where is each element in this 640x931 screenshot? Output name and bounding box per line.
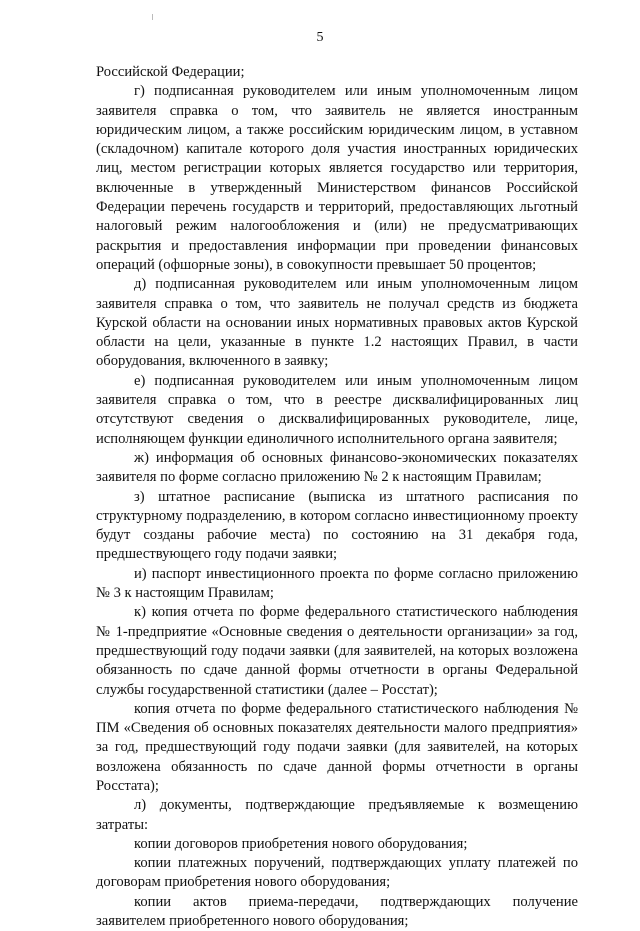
- document-body: [96, 63, 578, 931]
- paragraph-item-l-payments: копии платежных поручений, подтверждающих уплату платежей по договорам приобретения нового оборудования;: [96, 855, 578, 891]
- paragraph-item-d: д) подписанная руководителем или иным уполномоченным лицом заявителя справка о том, что заявитель не получал средств из бюджета Курской области на основании иных нормативных правовых актов Курской области на цели, указанные в пункте 1.2 настоящих Правил, в части оборудования, включенного в заявку;: [96, 276, 578, 370]
- paragraph-item-i: и) паспорт инвестиционного проекта по форме согласно приложению № 3 к настоящим Правилам;: [96, 565, 578, 602]
- paragraph-item-l: л) документы, подтверждающие предъявляемые к возмещению затраты:: [96, 797, 578, 833]
- paragraph-item-k: к) копия отчета по форме федерального статистического наблюдения № 1-предприятие «Основные сведения о деятельности организации» за год, предшествующий году подачи заявки (для заявителей, на которых возложена обязанность по сдаче данной формы отчетности в органы Федеральной службы государственной статистики (далее – Росстат);: [96, 604, 578, 698]
- paragraph-item-zh: ж) информация об основных финансово-экономических показателях заявителя по форме согласно приложению № 2 к настоящим Правилам;: [96, 449, 578, 486]
- paragraph-item-g: г) подписанная руководителем или иным уполномоченным лицом заявителя справка о том, что заявитель не является иностранным юридическим лицом, а также российским юридическим лицом, в уставном (складочном) капитале которого доля участия иностранных юридических лиц, местом регистрации которых является государство или территория, включенные в утвержденный Министерством финансов Российской Федерации перечень государств и территорий, предоставляющих льготный налоговый режим налогообложения и (или) не предусматривающих раскрытия и предоставления информации при проведении финансовых операций (офшорные зоны), в совокупности превышает 50 процентов;: [96, 83, 578, 273]
- paragraph-item-l-acts: копии актов приема-передачи, подтверждающих получение заявителем приобретенного нового оборудования;: [96, 893, 578, 930]
- page-number: 5: [316, 30, 324, 45]
- scan-mark: [152, 14, 153, 20]
- paragraph-continuation: Российской Федерации;: [96, 64, 245, 80]
- paragraph-item-k-second: копия отчета по форме федерального статистического наблюдения № ПМ «Сведения об основных показателях деятельности малого предприятия» за год, предшествующий году подачи заявки (для заявителей, на которых возложена обязанность по сдаче данной формы отчетности в органы Росстата);: [96, 700, 578, 794]
- paragraph-item-l-contracts: копии договоров приобретения нового оборудования;: [134, 835, 468, 852]
- paragraph-item-z: з) штатное расписание (выписка из штатного расписания по структурному подразделению, в котором согласно инвестиционному проекту будут созданы рабочие места) по состоянию на 31 декабря года, предшествующего году подачи заявки;: [96, 488, 578, 563]
- paragraph-item-e: е) подписанная руководителем или иным уполномоченным лицом заявителя справка о том, что в реестре дисквалифицированных лиц отсутствуют сведения о дисквалифицированных руководителе, лице, исполняющем функции единоличного исполнительного органа заявителя;: [96, 372, 578, 447]
